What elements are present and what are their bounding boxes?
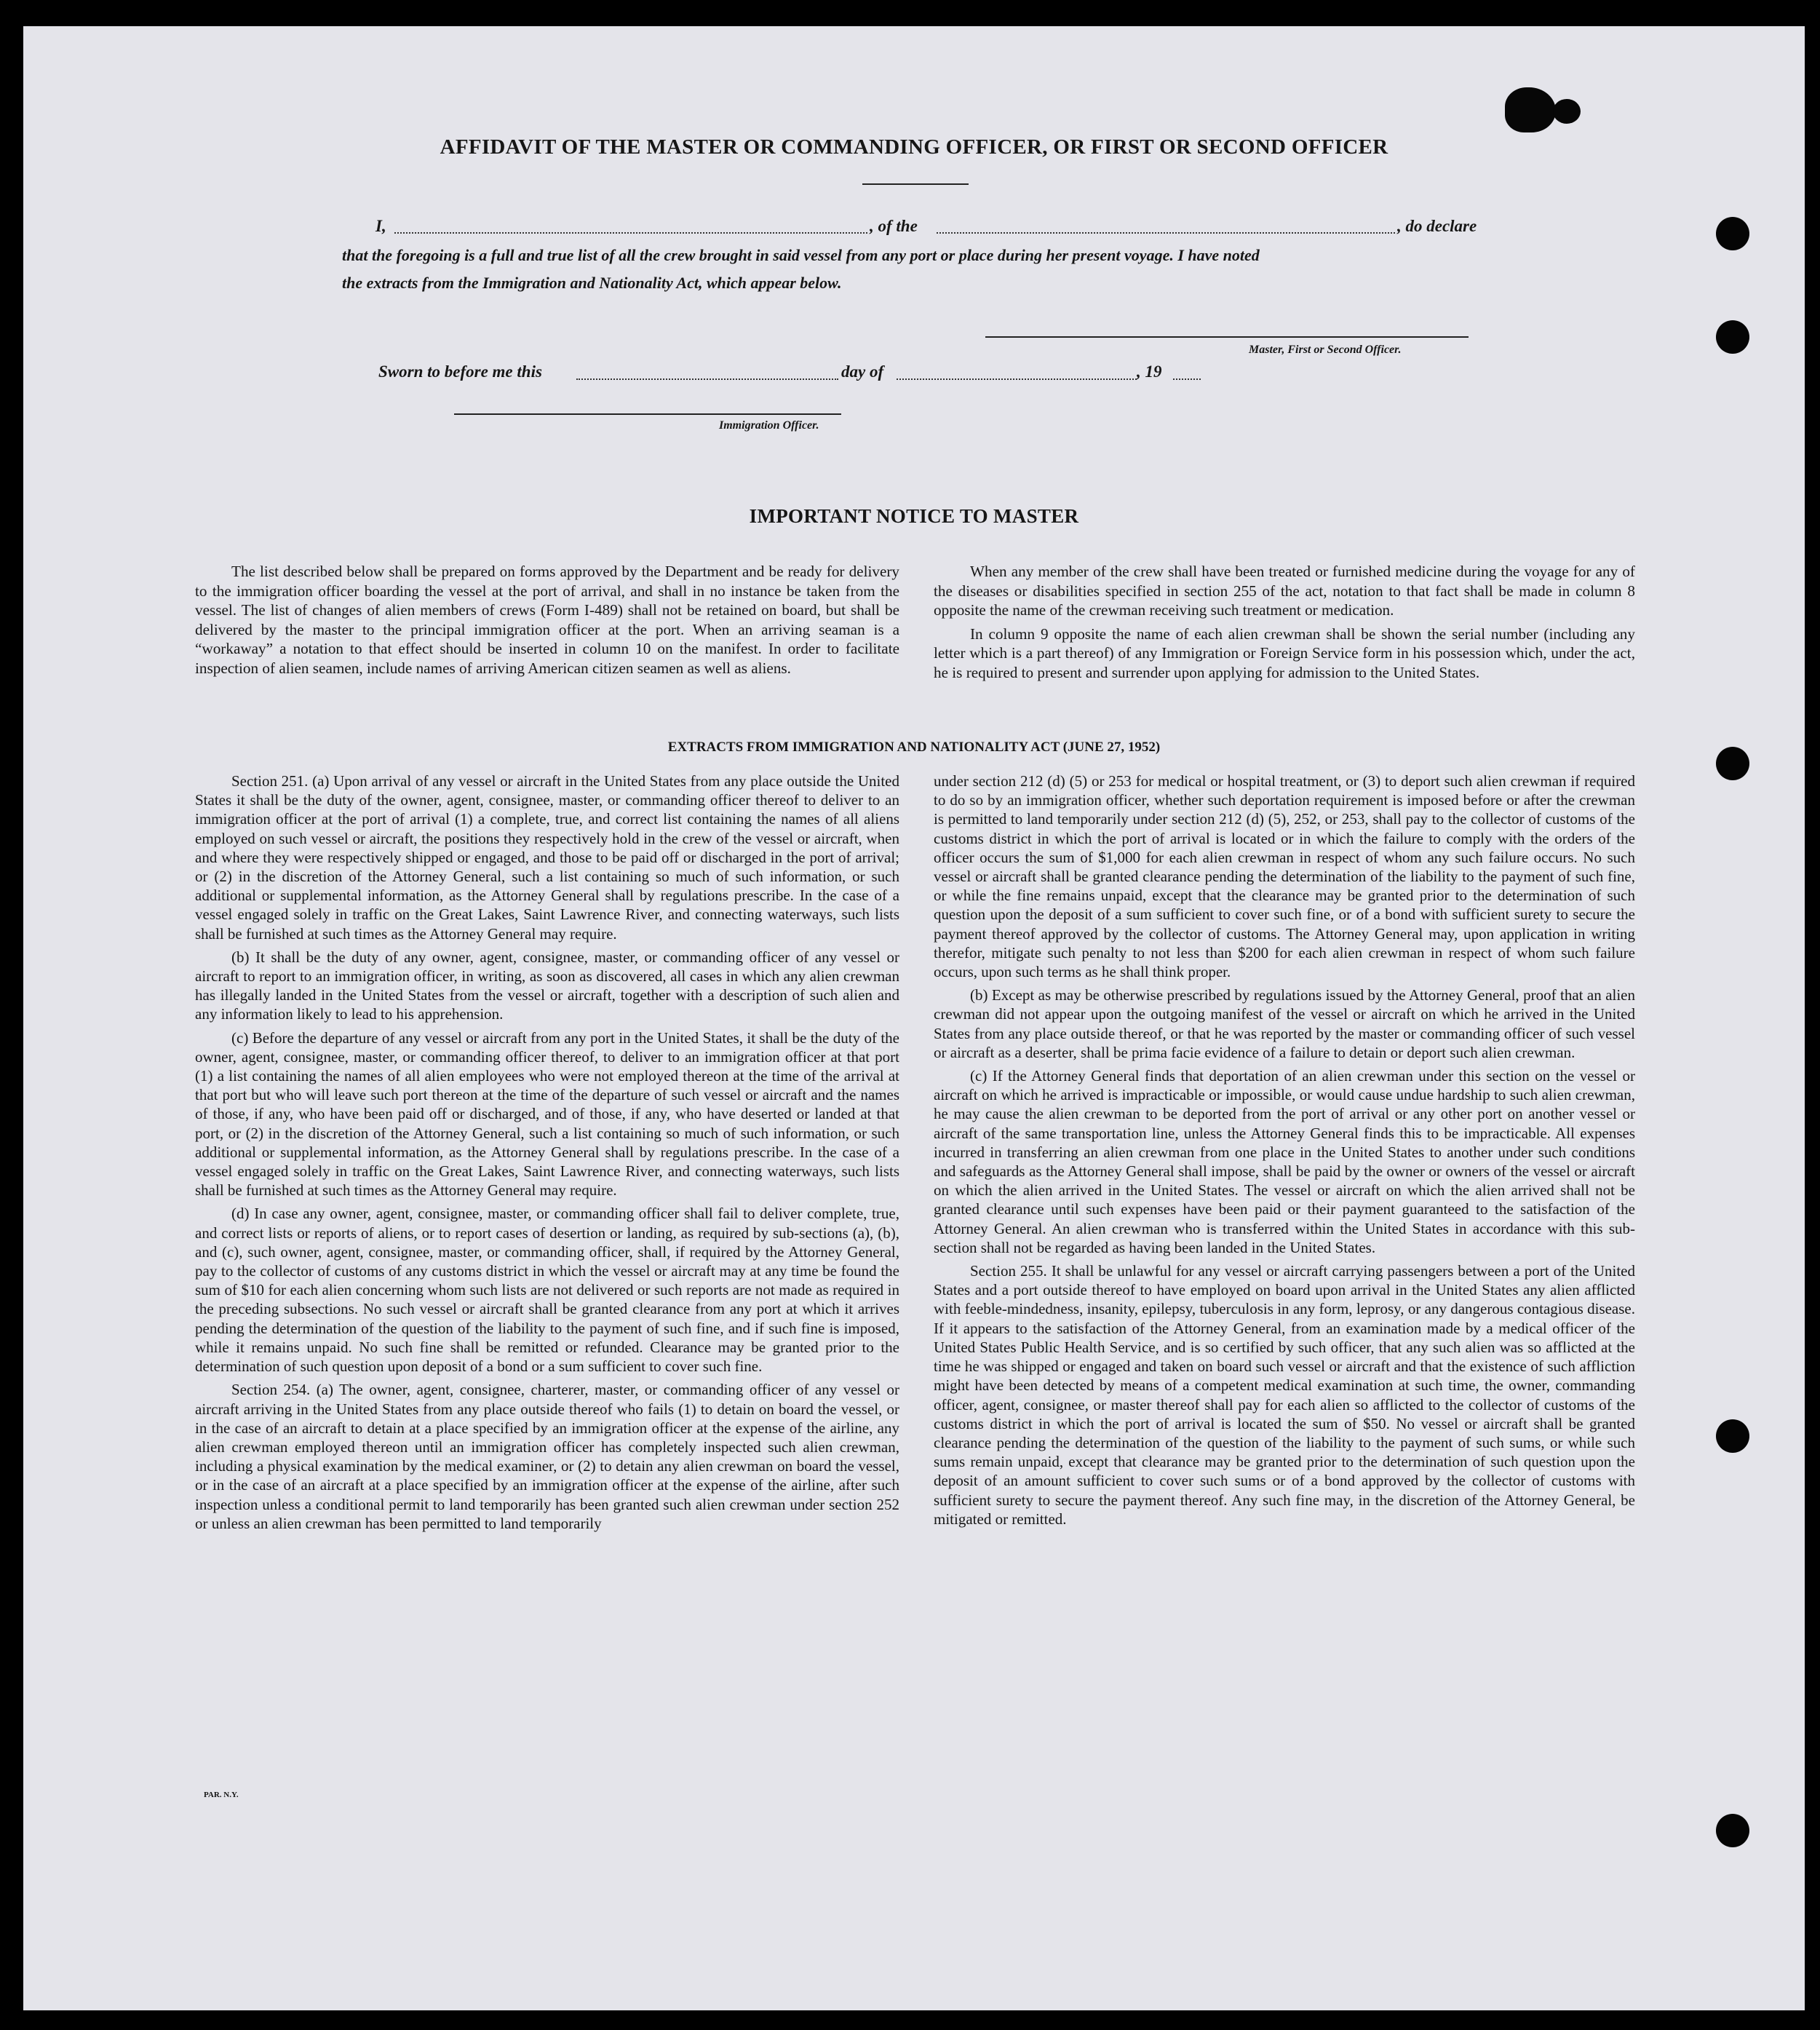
extracts-title: EXTRACTS FROM IMMIGRATION AND NATIONALITY ACT (JUNE 27, 1952) (667, 740, 1161, 755)
affidavit-text-line3: the extracts from the Immigration and Nationality Act, which appear below. (342, 274, 842, 292)
section-paragraph: under section 212 (d) (5) or 253 for medical or hospital treatment, or (3) to deport such alien crewman if required to do so by an immigration officer, whether such deportation requirement is imposed before or after the crewman is permitted to land temporarily under section 212 (d) (5), 252, or 253, shall pay to the collector of customs of the customs district in which the port of arrival is located or in which the failure to comply with the orders of the officer occurs the sum of $1,000 for each alien crewman in respect of whom any such failure occurs. No such vessel or aircraft shall be granted clearance pending the determination of the liability to the payment of such fine, or while the fine remains unpaid, except that the clearance may be granted prior to the determination of such question upon the deposit of a sum sufficient to cover such fine, or of a bond with sufficient surety to secure the payment thereof approved by the collector of customs. The Attorney General may, upon application in writing therefor, mitigate such penalty to not less than $200 for each alien crewman in respect of whom such failure occurs, upon such terms as he shall think proper. (934, 772, 1635, 981)
punch-hole (1716, 1419, 1749, 1453)
day-of-label: day of (841, 362, 884, 381)
punch-hole (1716, 217, 1749, 250)
section-paragraph: (c) Before the departure of any vessel or aircraft from any port in the United States, it shall be the duty of the owner, agent, consignee, master, or commanding officer thereof, to deliver to an immigration officer at that port (1) a list containing the names of all alien employees who were not employed thereon at the time of the arrival at that port but who will leave such port thereon at the time of the departure of such vessel or aircraft and the names of those, if any, who have been paid off or discharged, and of those, if any, who have deserted or landed at that port, or (2) in the discretion of the Attorney General, such a list containing so much of such information, or such additional or supplemental information, as the Attorney General shall by regulations prescribe. In the case of a vessel engaged solely in traffic on the Great Lakes, Saint Lawrence River, and connecting waterways, such lists shall be furnished at such times as the Attorney General may require. (195, 1028, 899, 1200)
section-paragraph: (d) In case any owner, agent, consignee, master, or commanding officer shall fail to deliver complete, true, and correct lists or reports of aliens, or to report cases of desertion or landing, as required by sub-sections (a), (b), and (c), such owner, agent, consignee, master, or commanding officer, shall, if required by the Attorney General, pay to the collector of customs of any customs district in which the vessel or aircraft may at any time be found the sum of $10 for each alien concerning whom such lists are not delivered or such reports are not made as required in the preceding subsections. No such vessel or aircraft shall be granted clearance from any port at which it arrives pending the determination of the question of the liability to the payment of such fine, and if such fine is imposed, while it remains unpaid. No such fine shall be remitted or refunded. Clearance may be granted prior to the determination of such question upon deposit of a bond or a sum sufficient to cover such fine. (195, 1205, 899, 1376)
vessel-name-field[interactable] (937, 232, 1395, 234)
notice-paragraph: In column 9 opposite the name of each alien crewman shall be shown the serial number (including any letter which is a part thereof) of any Immigration or Foreign Service form in his possession which, under the act, he is required to present and surrender upon applying for admission to the United States. (934, 625, 1635, 681)
affidavit-text-line2: that the foregoing is a full and true list of all the crew brought in said vessel from any port or place during her present voyage. I have noted (342, 246, 1260, 264)
section-paragraph: Section 251. (a) Upon arrival of any vessel or aircraft in the United States from any place outside the United States it shall be the duty of the owner, agent, consignee, master, or commanding officer thereof to deliver to an immigration officer at the port of arrival (1) a complete, true, and correct list containing the names of all aliens employed on such vessel or aircraft, the positions they respectively hold in the crew of the vessel or aircraft, when and where they were respectively shipped or engaged, and those to be paid off or discharged in the port of arrival; or (2) in the discretion of the Attorney General, such a list containing so much of such information, or such additional or supplemental information, as the Attorney General shall by regulations prescribe. In the case of a vessel engaged solely in traffic on the Great Lakes, Saint Lawrence River, and connecting waterways, such lists shall be furnished at such times as the Attorney General may require. (195, 772, 899, 943)
punch-hole (1716, 1814, 1749, 1847)
sworn-prefix: Sworn to before me this (378, 362, 542, 381)
section-paragraph: Section 255. It shall be unlawful for any vessel or aircraft carrying passengers between a port of the United States and a port outside thereof to have employed on board upon arrival in the United States any alien afflicted with feeble-mindedness, insanity, epilepsy, tuberculosis in any form, leprosy, or any dangerous contagious disease. If it appears to the satisfaction of the Attorney General, from an examination made by a medical officer of the United States Public Health Service, and is so certified by such officer, that any such alien was so afflicted at the time he was shipped or engaged and taken on board such vessel or aircraft and that the existence of such affliction might have been detected by means of a competent medical examination at such time, the owner, commanding officer, agent, consignee, or master thereof shall pay for each alien so afflicted to the collector of customs of the customs district in which the port of arrival is located the sum of $50. No vessel or aircraft shall be granted clearance pending the determination of the question of the liability to the payment of such sums, or while such sums remain unpaid, except that clearance may be granted prior to the determination of such question upon the deposit of an amount sufficient to cover such sums or of a bond approved by the collector of customs with sufficient surety to secure the payment thereof. Any such fine may, in the discretion of the Attorney General, be mitigated or remitted. (934, 1262, 1635, 1528)
extracts-right-column (934, 772, 1635, 1533)
master-signature-label: Master, First or Second Officer. (1249, 344, 1402, 356)
ink-stain (1505, 87, 1556, 132)
declare-suffix: , do declare (1397, 217, 1477, 235)
section-paragraph: Section 254. (a) The owner, agent, consignee, charterer, master, or commanding officer of any vessel or aircraft arriving in the United States from any place outside thereof who fails (1) to detain on board the vessel, or in the case of an aircraft to detain at a place specified by an immigration officer at the expense of the airline, any alien crewman employed thereon until an immigration officer has completely inspected such alien crewman, including a physical examination by the medical examiner, or (2) to detain any alien crewman on board the vessel, or in the case of an aircraft at a place specified by an immigration officer at the expense of the airline, after such inspection unless a conditional permit to land temporarily has been granted such alien crewman under section 252 or unless an alien crewman has been permitted to land temporarily (195, 1381, 899, 1532)
officer-signature-label: Immigration Officer. (719, 419, 819, 432)
affidavit-title: AFFIDAVIT OF THE MASTER OR COMMANDING OFFICER, OR FIRST OR SECOND OFFICER (440, 135, 1388, 159)
extracts-left-column (195, 772, 899, 1537)
notice-paragraph: When any member of the crew shall have been treated or furnished medicine during the voyage for any of the diseases or disabilities specified in section 255 of the act, notation to that fact shall be made in column 8 opposite the name of the crewman receiving such treatment or medication. (934, 563, 1635, 619)
notice-left-column (195, 562, 899, 683)
notice-right-column (934, 562, 1635, 687)
printer-mark: PAR. N.Y. (204, 1791, 239, 1799)
section-paragraph: (b) Except as may be otherwise prescribed by regulations issued by the Attorney General, proof that an alien crewman did not appear upon the outgoing manifest of the vessel or aircraft on which he arrived in the United States from any place outside thereof, or that he was reported by the master or commanding officer of such vessel or aircraft as a deserter, shall be prima facie evidence of a failure to detain or deport such alien crewman. (934, 986, 1635, 1061)
document-page (23, 26, 1805, 2010)
declarant-name-field[interactable] (394, 232, 867, 234)
master-signature-line[interactable] (985, 336, 1469, 338)
punch-hole (1716, 320, 1749, 354)
sworn-year-field[interactable] (1173, 378, 1201, 380)
sworn-month-field[interactable] (897, 378, 1137, 380)
sworn-day-field[interactable] (576, 378, 838, 380)
year-prefix: , 19 (1137, 362, 1162, 381)
notice-title: IMPORTANT NOTICE TO MASTER (749, 505, 1079, 527)
ink-stain (1553, 99, 1581, 124)
declarant-prefix: I, (375, 217, 386, 235)
officer-signature-line[interactable] (454, 413, 841, 415)
title-underline (862, 183, 969, 185)
notice-paragraph: The list described below shall be prepared on forms approved by the Department and be ready for delivery to the immigration officer boarding the vessel at the port of arrival, and shall in no instance be taken from the vessel. The list of changes of alien members of crews (Form I-489) shall not be retained on board, but shall be delivered by the master to the principal immigration officer at the port. When an arriving seaman is a “workaway” a notation to that effect should be inserted in column 10 on the manifest. In order to facilitate inspection of alien seamen, include names of arriving American citizen seamen as well as aliens. (195, 563, 899, 677)
section-paragraph: (b) It shall be the duty of any owner, agent, consignee, master, or commanding officer of any vessel or aircraft to report to an immigration officer, in writing, as soon as discovered, all cases in which any alien crewman has illegally landed in the United States from the vessel or aircraft, together with a description of such alien and any information likely to lead to his apprehension. (195, 948, 899, 1023)
section-paragraph: (c) If the Attorney General finds that deportation of an alien crewman under this section on the vessel or aircraft on which he arrived is impracticable or impossible, or would cause undue hardship to such alien crewman, he may cause the alien crewman to be deported from the port of arrival or any other port on another vessel or aircraft of the same transportation line, unless the Attorney General finds this to be impracticable. All expenses incurred in transferring an alien crewman from one place in the United States to another under such conditions and safeguards as the Attorney General shall impose, shall be paid by the owner or owners of the vessel or aircraft on which the alien arrived in the United States. The vessel or aircraft on which the alien arrived shall not be granted clearance until such expenses have been paid or their payment guaranteed to the satisfaction of the Attorney General. An alien crewman who is transferred within the United States in accordance with this sub-section shall not be regarded as having been landed in the United States. (934, 1067, 1635, 1256)
vessel-prefix: , of the (870, 217, 918, 235)
